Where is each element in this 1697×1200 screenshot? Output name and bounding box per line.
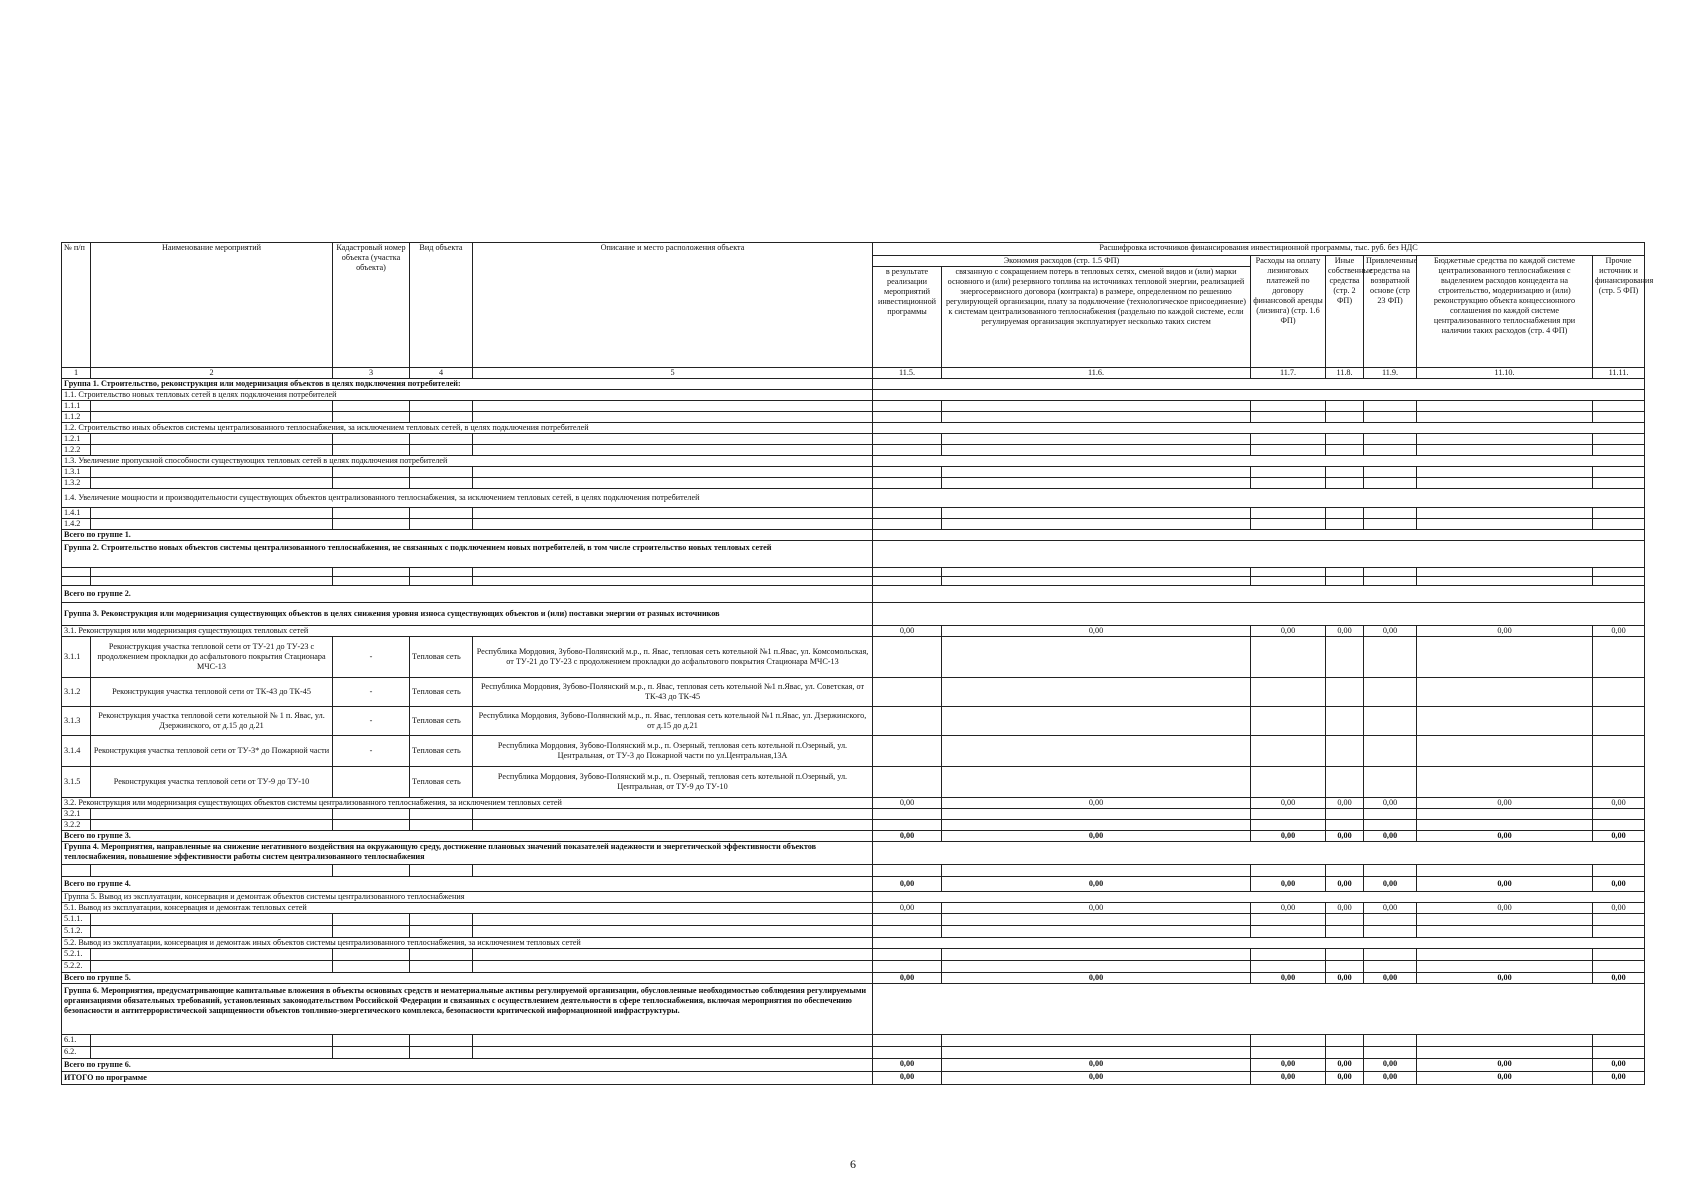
- group-3-title: Группа 3. Реконструкция или модернизация существующих объектов в целях снижения уровня износа существующих объектов и (или) поставки энергии от разных источников: [62, 603, 873, 626]
- item-row-3-1-2: [62, 678, 1645, 707]
- section-1-3-row: [62, 456, 1645, 467]
- group-1-title: Группа 1. Строительство, реконструкция или модернизация объектов в целях подключения потребителей:: [62, 379, 873, 390]
- value-11-7: 0,00: [1251, 798, 1326, 809]
- item-name: Реконструкция участка тепловой сети от ТУ-21 до ТУ-23 с продолжением прокладки до асфальтового покрытия Стационара МЧС-13: [91, 637, 333, 678]
- section-3-2: 3.2. Реконструкция или модернизация существующих объектов системы централизованного теплоснабжения, за исключением тепловых сетей: [62, 798, 873, 809]
- value-11-11: 0,00: [1593, 798, 1645, 809]
- value-11-10: 0,00: [1417, 1059, 1593, 1072]
- header-type: Вид объекта: [410, 243, 473, 368]
- item-row-3-1-5: [62, 767, 1645, 798]
- value-11-10: 0,00: [1417, 1072, 1593, 1085]
- value-11-6: 0,00: [942, 973, 1251, 984]
- value-11-7: 0,00: [1251, 831, 1326, 842]
- value-11-5: 0,00: [873, 1059, 942, 1072]
- item-cadastral: -: [333, 678, 410, 707]
- table-row: [62, 519, 1645, 530]
- item-type: Тепловая сеть: [410, 707, 473, 736]
- value-11-7: 0,00: [1251, 877, 1326, 892]
- page-number: 6: [850, 1157, 856, 1171]
- group-2-title: Группа 2. Строительство новых объектов системы централизованного теплоснабжения, не связанных с подключением новых потребителей, в том числе строительство новых тепловых сетей: [62, 541, 873, 568]
- value-11-11: 0,00: [1593, 1072, 1645, 1085]
- colnum-11-10: 11.10.: [1417, 368, 1593, 379]
- value-11-10: 0,00: [1417, 831, 1593, 842]
- value-11-9: 0,00: [1364, 903, 1417, 914]
- table-row: [62, 914, 1645, 926]
- value-11-9: 0,00: [1364, 973, 1417, 984]
- value-11-6: 0,00: [942, 798, 1251, 809]
- section-5-2-row: [62, 938, 1645, 949]
- column-numbers-row: [62, 368, 1645, 379]
- item-desc: Республика Мордовия, Зубово-Полянский м.р., п. Явас, тепловая сеть котельной №1 п.Явас, ул. Дзержинского, от д.15 до д.21: [473, 707, 873, 736]
- value-11-11: 0,00: [1593, 626, 1645, 637]
- value-11-11: 0,00: [1593, 903, 1645, 914]
- colnum-11-7: 11.7.: [1251, 368, 1326, 379]
- section-5-2: 5.2. Вывод из эксплуатации, консервация и демонтаж иных объектов системы централизованного теплоснабжения, за исключением тепловых сетей: [62, 938, 873, 949]
- table-row: [62, 412, 1645, 423]
- group-2-total-row: [62, 586, 1645, 603]
- group-3-total: Всего по группе 3.: [62, 831, 873, 842]
- section-1-1: 1.1. Строительство новых тепловых сетей в целях подключения потребителей: [62, 390, 873, 401]
- value-11-9: 0,00: [1364, 831, 1417, 842]
- row-number: 3.1.2: [62, 678, 91, 707]
- header-own: Иные собственные средства (стр. 2 ФП): [1326, 256, 1364, 368]
- section-1-2: 1.2. Строительство иных объектов системы централизованного теплоснабжения, за исключением тепловых сетей, в целях подключения потребителей: [62, 423, 873, 434]
- value-11-8: 0,00: [1326, 831, 1364, 842]
- table-row: [62, 434, 1645, 445]
- item-cadastral: -: [333, 707, 410, 736]
- row-number: 6.1.: [62, 1035, 91, 1047]
- row-number: 1.2.1: [62, 434, 91, 445]
- header-econ-a: в результате реализации мероприятий инвестиционной программы: [873, 267, 942, 368]
- value-11-5: 0,00: [873, 798, 942, 809]
- item-type: Тепловая сеть: [410, 678, 473, 707]
- value-11-10: 0,00: [1417, 877, 1593, 892]
- row-number: 5.1.2.: [62, 926, 91, 938]
- section-1-2-row: [62, 423, 1645, 434]
- section-5-1: 5.1. Вывод из эксплуатации, консервация и демонтаж тепловых сетей: [62, 903, 873, 914]
- colnum-11-11: 11.11.: [1593, 368, 1645, 379]
- row-number: 3.2.1: [62, 809, 91, 820]
- section-1-4-row: [62, 489, 1645, 508]
- header-desc: Описание и место расположения объекта: [473, 243, 873, 368]
- value-11-6: 0,00: [942, 1072, 1251, 1085]
- table-row: [62, 926, 1645, 938]
- table-row: [62, 865, 1645, 877]
- colnum-11-5: 11.5.: [873, 368, 942, 379]
- investment-program-table-container: [61, 242, 1654, 1085]
- header-other: Прочие источник и финансирования (стр. 5 ФП): [1593, 256, 1645, 368]
- table-row: [62, 949, 1645, 961]
- value-11-9: 0,00: [1364, 1059, 1417, 1072]
- header-finance: Расшифровка источников финансирования инвестиционной программы, тыс. руб. без НДС: [873, 243, 1645, 256]
- value-11-7: 0,00: [1251, 973, 1326, 984]
- table-row: [62, 508, 1645, 519]
- colnum-11-6: 11.6.: [942, 368, 1251, 379]
- group-6-title: Группа 6. Мероприятия, предусматривающие капитальные вложения в объекты основных средств и нематериальные активы регулируемой организации, обусловленные необходимостью соблюдения регулируемыми организациями обязательных требований, установленных законодательством Российской Федерации и связанных с осуществлением деятельности в сфере теплоснабжения, включая мероприятия по обеспечению безопасности и антитеррористической защищенности объектов топливно-энергетического комплекса, безопасности критической информационной инфраструктуры.: [62, 984, 873, 1035]
- row-number: 3.1.3: [62, 707, 91, 736]
- value-11-7: 0,00: [1251, 1059, 1326, 1072]
- item-cadastral: -: [333, 736, 410, 767]
- item-cadastral: [333, 767, 410, 798]
- row-number: 1.4.1: [62, 508, 91, 519]
- section-5-1-row: [62, 903, 1645, 914]
- item-name: Реконструкция участка тепловой сети от ТК-43 до ТК-45: [91, 678, 333, 707]
- grand-total-row: [62, 1072, 1645, 1085]
- section-1-4: 1.4. Увеличение мощности и производительности существующих объектов централизованного теплоснабжения, за исключением тепловых сетей, в целях подключения потребителей: [62, 489, 873, 508]
- table-row: [62, 1035, 1645, 1047]
- header-leasing: Расходы на оплату лизинговых платежей по договору финансовой аренды (лизинга) (стр. 1.6 ФП): [1251, 256, 1326, 368]
- grand-total: ИТОГО по программе: [62, 1072, 873, 1085]
- group-4-total: Всего по группе 4.: [62, 877, 873, 892]
- header-attracted: Привлеченные средства на возвратной основе (стр 23 ФП): [1364, 256, 1417, 368]
- group-4-title-row: [62, 842, 1645, 865]
- value-11-8: 0,00: [1326, 903, 1364, 914]
- item-name: Реконструкция участка тепловой сети от ТУ-9 до ТУ-10: [91, 767, 333, 798]
- header-budget: Бюджетные средства по каждой системе централизованного теплоснабжения с выделением расходов концедента на строительство, модернизацию и (или) реконструкцию объекта концессионного соглашения по каждой системе централизованного теплоснабжения при наличии таких расходов (стр. 4 ФП): [1417, 256, 1593, 368]
- group-6-total: Всего по группе 6.: [62, 1059, 873, 1072]
- table-row: [62, 401, 1645, 412]
- section-3-2-row: [62, 798, 1645, 809]
- value-11-9: 0,00: [1364, 877, 1417, 892]
- table-row: [62, 820, 1645, 831]
- row-number: 5.2.2.: [62, 961, 91, 973]
- item-type: Тепловая сеть: [410, 736, 473, 767]
- group-5-title-row: [62, 892, 1645, 903]
- row-number: 5.1.1.: [62, 914, 91, 926]
- header-num: № п/п: [62, 243, 91, 368]
- value-11-6: 0,00: [942, 626, 1251, 637]
- table-row: [62, 809, 1645, 820]
- section-1-3: 1.3. Увеличение пропускной способности существующих тепловых сетей в целях подключения потребителей: [62, 456, 873, 467]
- item-desc: Республика Мордовия, Зубово-Полянский м.р., п. Явас, тепловая сеть котельной №1 п.Явас, ул. Советская, от ТК-43 до ТК-45: [473, 678, 873, 707]
- group-5-total-row: [62, 973, 1645, 984]
- item-type: Тепловая сеть: [410, 767, 473, 798]
- value-11-10: 0,00: [1417, 973, 1593, 984]
- value-11-7: 0,00: [1251, 1072, 1326, 1085]
- colnum-11-8: 11.8.: [1326, 368, 1364, 379]
- value-11-6: 0,00: [942, 1059, 1251, 1072]
- header-name: Наименование мероприятий: [91, 243, 333, 368]
- value-11-8: 0,00: [1326, 877, 1364, 892]
- value-11-7: 0,00: [1251, 903, 1326, 914]
- value-11-6: 0,00: [942, 903, 1251, 914]
- item-row-3-1-1: [62, 637, 1645, 678]
- item-cadastral: -: [333, 637, 410, 678]
- value-11-8: 0,00: [1326, 626, 1364, 637]
- header-row-1: [62, 243, 1645, 256]
- value-11-10: 0,00: [1417, 626, 1593, 637]
- row-number: 1.1.1: [62, 401, 91, 412]
- section-3-1: 3.1. Реконструкция или модернизация существующих тепловых сетей: [62, 626, 873, 637]
- group-4-title: Группа 4. Мероприятия, направленные на снижение негативного воздействия на окружающую среду, достижение плановых значений показателей надежности и энергетической эффективности объектов теплоснабжения, повышение эффективности работы систем централизованного теплоснабжения: [62, 842, 873, 865]
- group-5-total: Всего по группе 5.: [62, 973, 873, 984]
- row-number: 3.1.4: [62, 736, 91, 767]
- value-11-5: 0,00: [873, 626, 942, 637]
- value-11-7: 0,00: [1251, 626, 1326, 637]
- value-11-8: 0,00: [1326, 1072, 1364, 1085]
- table-row: [62, 1047, 1645, 1059]
- group-1-total-row: [62, 530, 1645, 541]
- value-11-9: 0,00: [1364, 1072, 1417, 1085]
- header-econ-b: связанную с сокращением потерь в тепловых сетях, сменой видов и (или) марки основного и (или) резервного топлива на источниках тепловой энергии, реализацией энергосервисного договора (контракта) в размере, определенном по решению регулирующей организации, плату за подключение (технологическое присоединение) к системам централизованного теплоснабжения (раздельно по каждой системе, если регулируемая организация эксплуатирует несколько таких систем: [942, 267, 1251, 368]
- item-row-3-1-4: [62, 736, 1645, 767]
- table-row: [62, 568, 1645, 577]
- item-desc: Республика Мордовия, Зубово-Полянский м.р., п. Озерный, тепловая сеть котельной п.Озерный, ул. Центральная, от ТУ-3 до Пожарной части по ул.Центральная,13А: [473, 736, 873, 767]
- colnum-2: 2: [91, 368, 333, 379]
- row-number: 3.2.2: [62, 820, 91, 831]
- value-11-10: 0,00: [1417, 798, 1593, 809]
- value-11-10: 0,00: [1417, 903, 1593, 914]
- value-11-6: 0,00: [942, 877, 1251, 892]
- table-row: [62, 467, 1645, 478]
- value-11-5: 0,00: [873, 877, 942, 892]
- table-row: [62, 445, 1645, 456]
- value-11-11: 0,00: [1593, 1059, 1645, 1072]
- item-type: Тепловая сеть: [410, 637, 473, 678]
- value-11-11: 0,00: [1593, 831, 1645, 842]
- row-number: 5.2.1.: [62, 949, 91, 961]
- value-11-5: 0,00: [873, 973, 942, 984]
- group-1-total: Всего по группе 1.: [62, 530, 873, 541]
- colnum-3: 3: [333, 368, 410, 379]
- group-2-total: Всего по группе 2.: [62, 586, 873, 603]
- value-11-5: 0,00: [873, 903, 942, 914]
- value-11-9: 0,00: [1364, 626, 1417, 637]
- table-row: [62, 961, 1645, 973]
- header-economy: Экономия расходов (стр. 1.5 ФП): [873, 256, 1251, 267]
- row-number: 1.2.2: [62, 445, 91, 456]
- header-cadastral: Кадастровый номер объекта (участка объекта): [333, 243, 410, 368]
- item-desc: Республика Мордовия, Зубово-Полянский м.р., п. Озерный, тепловая сеть котельной п.Озерный, ул. Центральная, от ТУ-9 до ТУ-10: [473, 767, 873, 798]
- row-number: 1.3.1: [62, 467, 91, 478]
- group-2-title-row: [62, 541, 1645, 568]
- item-name: Реконструкция участка тепловой сети от ТУ-3* до Пожарной части: [91, 736, 333, 767]
- group-1-title-row: [62, 379, 1645, 390]
- group-3-title-row: [62, 603, 1645, 626]
- item-name: Реконструкция участка тепловой сети котельной № 1 п. Явас, ул. Дзержинского, от д.15 до д.21: [91, 707, 333, 736]
- value-11-9: 0,00: [1364, 798, 1417, 809]
- value-11-6: 0,00: [942, 831, 1251, 842]
- section-1-1-row: [62, 390, 1645, 401]
- group-4-total-row: [62, 877, 1645, 892]
- colnum-4: 4: [410, 368, 473, 379]
- value-11-8: 0,00: [1326, 798, 1364, 809]
- colnum-11-9: 11.9.: [1364, 368, 1417, 379]
- colnum-5: 5: [473, 368, 873, 379]
- item-row-3-1-3: [62, 707, 1645, 736]
- value-11-5: 0,00: [873, 831, 942, 842]
- section-3-1-row: [62, 626, 1645, 637]
- table-row: [62, 577, 1645, 586]
- value-11-8: 0,00: [1326, 1059, 1364, 1072]
- row-number: 1.4.2: [62, 519, 91, 530]
- row-number: 3.1.5: [62, 767, 91, 798]
- financing-table: [61, 242, 1654, 1085]
- group-5-title: Группа 5. Вывод из эксплуатации, консервация и демонтаж объектов системы централизованного теплоснабжения: [62, 892, 873, 903]
- row-number: 1.3.2: [62, 478, 91, 489]
- table-row: [62, 478, 1645, 489]
- value-11-5: 0,00: [873, 1072, 942, 1085]
- group-6-total-row: [62, 1059, 1645, 1072]
- item-desc: Республика Мордовия, Зубово-Полянский м.р., п. Явас, тепловая сеть котельной №1 п.Явас, ул. Комсомольская, от ТУ-21 до ТУ-23 с продолжением прокладки до асфальтового покрытия Стационара МЧС-13: [473, 637, 873, 678]
- value-11-8: 0,00: [1326, 973, 1364, 984]
- value-11-11: 0,00: [1593, 877, 1645, 892]
- value-11-11: 0,00: [1593, 973, 1645, 984]
- group-3-total-row: [62, 831, 1645, 842]
- group-6-title-row: [62, 984, 1645, 1035]
- row-number: 6.2.: [62, 1047, 91, 1059]
- colnum-1: 1: [62, 368, 91, 379]
- row-number: 1.1.2: [62, 412, 91, 423]
- row-number: 3.1.1: [62, 637, 91, 678]
